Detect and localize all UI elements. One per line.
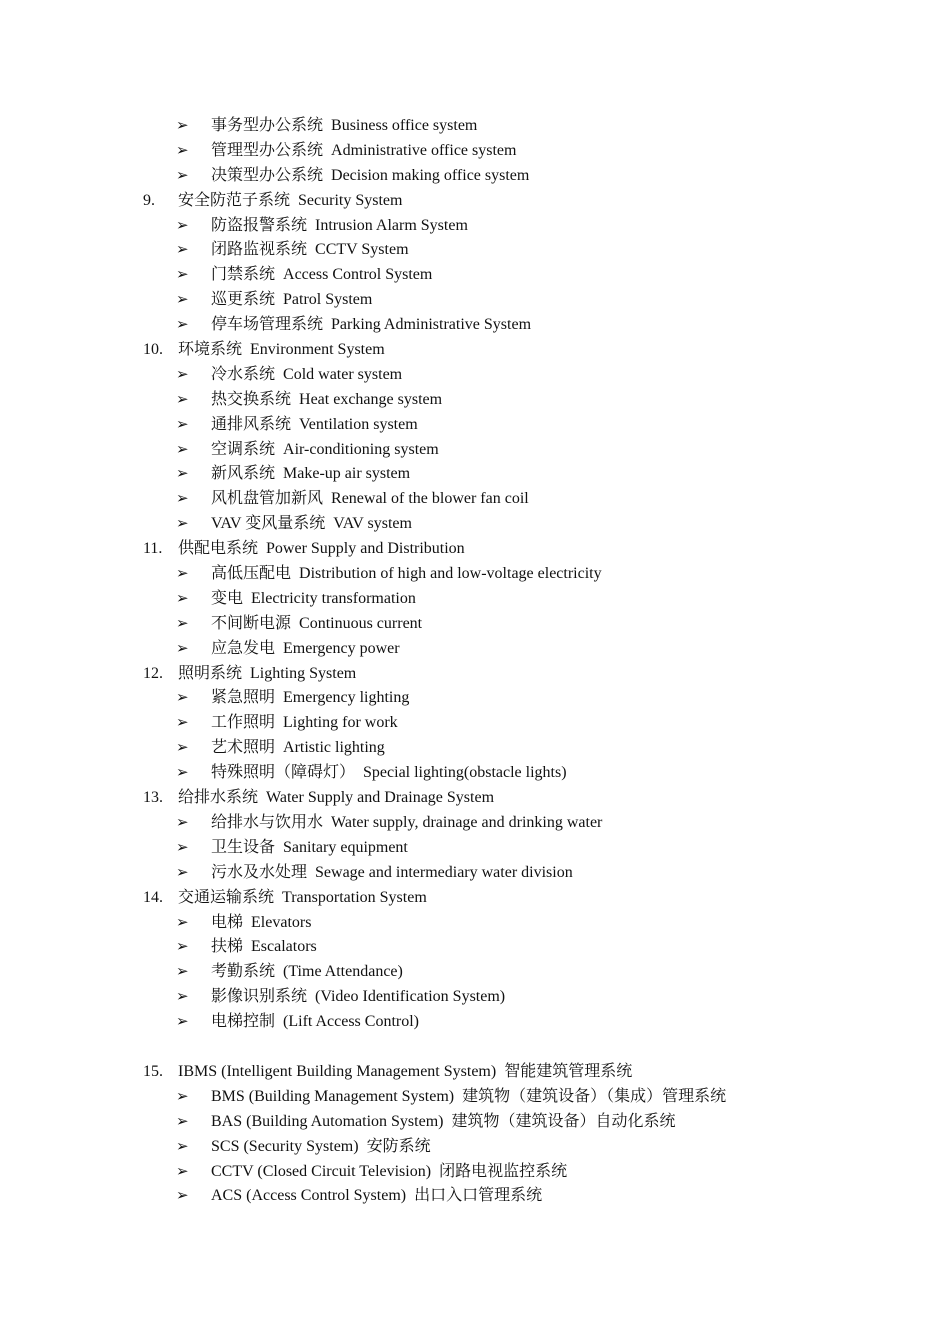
english-label: Water Supply and Drainage System — [266, 789, 495, 807]
list-item — [0, 1085, 950, 1110]
list-item — [0, 1160, 950, 1185]
chinese-label: 艺术照明 — [211, 739, 276, 757]
list-item — [0, 562, 950, 587]
section-number: 11. — [143, 540, 163, 558]
section-heading — [0, 537, 950, 562]
list-item — [0, 388, 950, 413]
bullet-arrow-icon: ➢ — [176, 118, 189, 134]
english-label: Ventilation system — [299, 415, 418, 433]
chinese-label: 安全防范子系统 — [178, 191, 291, 209]
english-label: SCS (Security System) — [211, 1137, 359, 1155]
english-label: Lighting for work — [283, 714, 398, 732]
item-text — [178, 338, 385, 363]
list-item — [0, 911, 950, 936]
english-label: CCTV (Closed Circuit Television) — [211, 1162, 432, 1180]
bullet-arrow-icon: ➢ — [176, 939, 189, 956]
list-item — [0, 985, 950, 1010]
bullet-arrow-icon: ➢ — [176, 566, 189, 583]
list-item — [0, 587, 950, 612]
chinese-label: 巡更系统 — [211, 291, 276, 309]
bullet-arrow-icon: ➢ — [176, 964, 189, 981]
english-label: (Video Identification System) — [315, 988, 506, 1006]
item-text — [211, 960, 403, 985]
bullet-arrow-icon: ➢ — [176, 914, 189, 931]
list-item — [0, 313, 950, 338]
english-label: Water supply, drainage and drinking water — [331, 813, 603, 831]
english-label: Transportation System — [282, 888, 427, 906]
bullet-arrow-icon: ➢ — [176, 1163, 189, 1180]
list-item — [0, 1184, 950, 1209]
english-label: (Time Attendance) — [283, 963, 403, 981]
english-label: Patrol System — [283, 291, 373, 309]
english-label: BAS (Building Automation System) — [211, 1112, 444, 1130]
bullet-arrow-icon: ➢ — [176, 317, 189, 334]
list-item — [0, 1135, 950, 1160]
list-item — [0, 139, 950, 164]
item-text — [211, 686, 409, 711]
item-text — [178, 786, 494, 811]
list-item — [0, 363, 950, 388]
english-label: Sewage and intermediary water division — [315, 863, 573, 881]
item-text — [211, 562, 602, 587]
english-label: Intrusion Alarm System — [315, 216, 468, 234]
english-label: Decision making office system — [331, 166, 530, 184]
item-text — [211, 363, 402, 388]
list-item — [0, 164, 950, 189]
bullet-arrow-icon: ➢ — [176, 740, 189, 757]
bullet-arrow-icon: ➢ — [176, 366, 189, 383]
english-label: Power Supply and Distribution — [266, 540, 465, 558]
bullet-arrow-icon: ➢ — [176, 142, 189, 159]
section-heading — [0, 338, 950, 363]
item-text — [211, 637, 400, 662]
chinese-label: 扶梯 — [211, 938, 244, 956]
bullet-arrow-icon: ➢ — [176, 516, 189, 533]
item-text — [211, 985, 505, 1010]
item-text — [211, 462, 410, 487]
item-text — [211, 238, 409, 263]
english-label: Emergency lighting — [283, 689, 410, 707]
chinese-label: 紧急照明 — [211, 689, 276, 707]
bullet-arrow-icon: ➢ — [176, 690, 189, 707]
section-heading — [0, 1060, 950, 1085]
chinese-label: 决策型办公系统 — [211, 166, 324, 184]
item-text — [211, 214, 468, 239]
english-label: Heat exchange system — [299, 390, 443, 408]
english-label: ACS (Access Control System) — [211, 1187, 407, 1205]
english-label: Renewal of the blower fan coil — [331, 490, 529, 508]
chinese-label: 通排风系统 — [211, 415, 292, 433]
english-label: (Lift Access Control) — [283, 1013, 419, 1031]
chinese-label: 污水及水处理 — [211, 863, 308, 881]
bullet-arrow-icon: ➢ — [176, 864, 189, 881]
item-text — [211, 1085, 726, 1110]
section-heading — [0, 786, 950, 811]
list-item — [0, 214, 950, 239]
english-label: Artistic lighting — [283, 739, 385, 757]
chinese-label: 给排水系统 — [178, 789, 259, 807]
item-text — [211, 736, 385, 761]
list-item — [0, 1110, 950, 1135]
item-text — [211, 711, 398, 736]
chinese-label: 环境系统 — [178, 341, 243, 359]
list-item — [0, 438, 950, 463]
bullet-arrow-icon: ➢ — [176, 640, 189, 657]
list-item — [0, 1010, 950, 1035]
english-label: Business office system — [331, 117, 478, 134]
item-text — [178, 1060, 632, 1085]
list-item — [0, 512, 950, 537]
section-number: 14. — [143, 888, 163, 906]
chinese-label: 供配电系统 — [178, 540, 259, 558]
item-text — [211, 413, 418, 438]
bullet-arrow-icon: ➢ — [176, 715, 189, 732]
english-label: Access Control System — [283, 266, 433, 284]
chinese-label: 停车场管理系统 — [211, 316, 324, 334]
item-text — [211, 1135, 431, 1160]
english-label: Continuous current — [299, 614, 423, 632]
bullet-arrow-icon: ➢ — [176, 765, 189, 782]
item-text — [211, 313, 531, 338]
chinese-label: 空调系统 — [211, 440, 276, 458]
english-label: Distribution of high and low-voltage electricity — [299, 565, 602, 583]
item-text — [211, 388, 442, 413]
item-text — [211, 487, 529, 512]
english-label: Special lighting(obstacle lights) — [363, 764, 567, 782]
list-item — [0, 413, 950, 438]
section-number: 13. — [143, 789, 163, 807]
bullet-arrow-icon: ➢ — [176, 466, 189, 483]
item-text — [178, 662, 356, 687]
chinese-label: 不间断电源 — [211, 614, 292, 632]
english-label: Parking Administrative System — [331, 316, 532, 334]
item-text — [211, 512, 412, 537]
bullet-arrow-icon: ➢ — [176, 1014, 189, 1031]
english-label: Elevators — [251, 913, 312, 931]
english-label: Cold water system — [283, 365, 403, 383]
english-label: Make-up air system — [283, 465, 411, 483]
bullet-arrow-icon: ➢ — [176, 989, 189, 1006]
item-text — [211, 761, 567, 786]
section-heading — [0, 189, 950, 214]
chinese-label: 防盗报警系统 — [211, 216, 308, 234]
document-page — [0, 114, 950, 1209]
chinese-label: 出口入口管理系统 — [414, 1187, 543, 1205]
list-item — [0, 836, 950, 861]
bullet-arrow-icon: ➢ — [176, 416, 189, 433]
item-text — [211, 1110, 675, 1135]
section-number: 10. — [143, 341, 163, 359]
item-text — [211, 911, 311, 936]
english-label: Environment System — [250, 341, 385, 359]
english-label: IBMS (Intelligent Building Management System) — [178, 1062, 497, 1080]
chinese-label: VAV 变风量系统 — [211, 515, 326, 533]
chinese-label: 变电 — [211, 589, 244, 607]
list-item — [0, 637, 950, 662]
chinese-label: 卫生设备 — [211, 838, 276, 856]
list-item — [0, 861, 950, 886]
english-label: CCTV System — [315, 241, 409, 259]
chinese-label: 电梯 — [211, 913, 244, 931]
english-label: Lighting System — [250, 664, 357, 682]
list-item — [0, 935, 950, 960]
item-text — [211, 438, 439, 463]
section-number: 15. — [143, 1062, 163, 1080]
english-label: BMS (Building Management System) — [211, 1087, 455, 1105]
section-number: 9. — [143, 191, 155, 209]
item-text — [211, 935, 317, 960]
list-item — [0, 686, 950, 711]
item-text — [211, 861, 573, 886]
bullet-arrow-icon: ➢ — [176, 491, 189, 508]
chinese-label: 建筑物（建筑设备）（集成）管理系统 — [462, 1087, 727, 1105]
item-text — [178, 886, 427, 911]
list-item — [0, 238, 950, 263]
bullet-arrow-icon: ➢ — [176, 814, 189, 831]
english-label: Air-conditioning system — [283, 440, 439, 458]
list-item — [0, 288, 950, 313]
item-text — [211, 114, 477, 139]
list-item — [0, 263, 950, 288]
list-item — [0, 960, 950, 985]
bullet-arrow-icon: ➢ — [176, 441, 189, 458]
list-item — [0, 811, 950, 836]
item-text — [211, 139, 516, 164]
chinese-label: 照明系统 — [178, 664, 243, 682]
english-label: Administrative office system — [331, 141, 517, 159]
chinese-label: 热交换系统 — [211, 390, 292, 408]
bullet-arrow-icon: ➢ — [176, 1188, 189, 1205]
chinese-label: 建筑物（建筑设备）自动化系统 — [451, 1112, 676, 1130]
english-label: Electricity transformation — [251, 589, 416, 607]
item-text — [178, 537, 465, 562]
bullet-arrow-icon: ➢ — [176, 167, 189, 184]
bullet-arrow-icon: ➢ — [176, 217, 189, 234]
section-heading — [0, 662, 950, 687]
bullet-arrow-icon: ➢ — [176, 1088, 189, 1105]
item-text — [211, 263, 432, 288]
item-text — [211, 1184, 542, 1209]
bullet-arrow-icon: ➢ — [176, 615, 189, 632]
english-label: VAV system — [333, 515, 412, 533]
section-number: 12. — [143, 664, 163, 682]
list-item — [0, 487, 950, 512]
chinese-label: 闭路监视系统 — [211, 241, 308, 259]
item-text — [211, 1010, 419, 1035]
item-text — [211, 587, 416, 612]
item-text — [211, 164, 529, 189]
chinese-label: 闭路电视监控系统 — [439, 1162, 568, 1180]
english-label: Escalators — [251, 938, 317, 956]
bullet-arrow-icon: ➢ — [176, 590, 189, 607]
chinese-label: 新风系统 — [211, 465, 276, 483]
chinese-label: 工作照明 — [211, 714, 276, 732]
list-item — [0, 114, 950, 139]
chinese-label: 智能建筑管理系统 — [504, 1062, 633, 1080]
chinese-label: 影像识别系统 — [211, 988, 308, 1006]
bullet-arrow-icon: ➢ — [176, 292, 189, 309]
item-text — [211, 288, 372, 313]
list-item — [0, 462, 950, 487]
list-item — [0, 711, 950, 736]
chinese-label: 高低压配电 — [211, 565, 292, 583]
chinese-label: 交通运输系统 — [178, 888, 275, 906]
bullet-arrow-icon: ➢ — [176, 267, 189, 284]
list-item — [0, 612, 950, 637]
item-text — [211, 811, 602, 836]
list-item — [0, 761, 950, 786]
bullet-arrow-icon: ➢ — [176, 391, 189, 408]
chinese-label: 电梯控制 — [211, 1013, 276, 1031]
chinese-label: 门禁系统 — [211, 266, 276, 284]
chinese-label: 事务型办公系统 — [211, 117, 324, 134]
bullet-arrow-icon: ➢ — [176, 839, 189, 856]
item-text — [211, 612, 422, 637]
chinese-label: 考勤系统 — [211, 963, 276, 981]
english-label: Sanitary equipment — [283, 838, 408, 856]
bullet-arrow-icon: ➢ — [176, 242, 189, 259]
english-label: Emergency power — [283, 639, 400, 657]
item-text — [211, 836, 408, 861]
chinese-label: 应急发电 — [211, 639, 276, 657]
chinese-label: 冷水系统 — [211, 365, 276, 383]
item-text — [178, 189, 402, 214]
section-heading — [0, 886, 950, 911]
list-item — [0, 736, 950, 761]
chinese-label: 给排水与饮用水 — [211, 813, 324, 831]
chinese-label: 安防系统 — [366, 1137, 431, 1155]
chinese-label: 风机盘管加新风 — [211, 490, 324, 508]
bullet-arrow-icon: ➢ — [176, 1138, 189, 1155]
item-text — [211, 1160, 567, 1185]
chinese-label: 管理型办公系统 — [211, 141, 324, 159]
chinese-label: 特殊照明（障碍灯） — [211, 764, 356, 782]
english-label: Security System — [298, 191, 403, 209]
bullet-arrow-icon: ➢ — [176, 1113, 189, 1130]
